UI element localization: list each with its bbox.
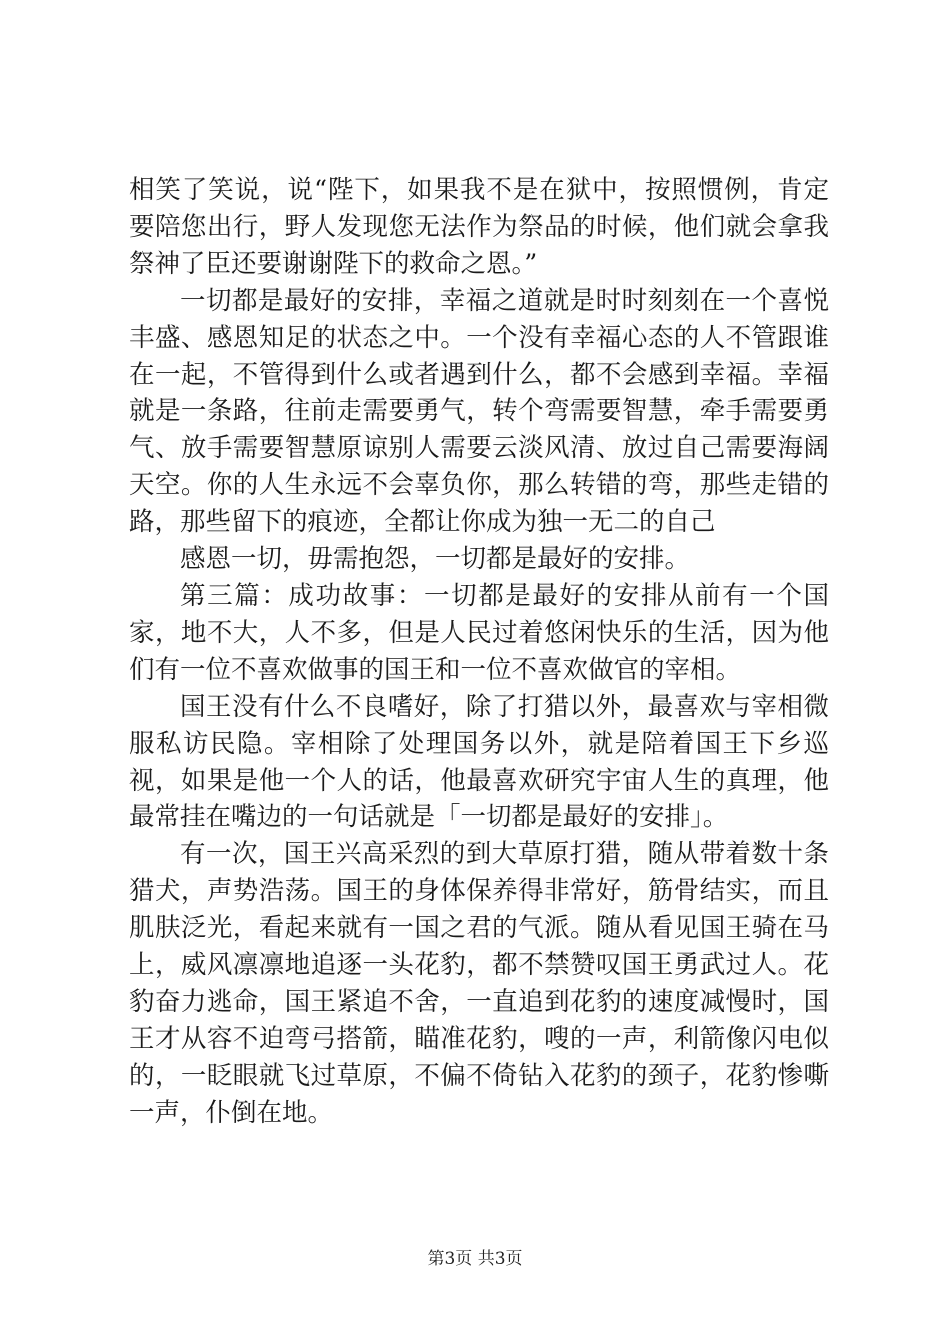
paragraph-4: 第三篇：成功故事：一切都是最好的安排从前有一个国家，地不大，人不多，但是人民过着悠闲快乐的生活，因为他们有一位不喜欢做事的国王和一位不喜欢做官的宰相。 xyxy=(129,580,829,685)
paragraph-1: 相笑了笑说，说“陛下，如果我不是在狱中，按照惯例，肯定要陪您出行，野人发现您无法作为祭品的时候，他们就会拿我祭神了臣还要谢谢陛下的救命之恩。” xyxy=(129,175,829,279)
page-footer: 第3页 共3页 xyxy=(427,1249,523,1269)
paragraph-3: 感恩一切，毋需抱怨，一切都是最好的安排。 xyxy=(180,544,691,575)
document-body xyxy=(129,172,829,1132)
paragraph-6: 有一次，国王兴高采烈的到大草原打猎，随从带着数十条猎犬，声势浩荡。国王的身体保养得非常好，筋骨结实，而且肌肤泛光，看起来就有一国之君的气派。随从看见国王骑在马上，威风凛凛地追逐一头花豹，都不禁赞叹国王勇武过人。花豹奋力逃命，国王紧追不舍，一直追到花豹的速度减慢时，国王才从容不迫弯弓搭箭，瞄准花豹，嗖的一声，利箭像闪电似的，一眨眼就飞过草原，不偏不倚钻入花豹的颈子，花豹惨嘶一声，仆倒在地。 xyxy=(129,839,829,1128)
paragraph-5: 国王没有什么不良嗜好，除了打猎以外，最喜欢与宰相微服私访民隐。宰相除了处理国务以外，就是陪着国王下乡巡视，如果是他一个人的话，他最喜欢研究宇宙人生的真理，他最常挂在嘴边的一句话就是「一切都是最好的安排」。 xyxy=(129,691,829,833)
paragraph-2: 一切都是最好的安排，幸福之道就是时时刻刻在一个喜悦丰盛、感恩知足的状态之中。一个没有幸福心态的人不管跟谁在一起，不管得到什么或者遇到什么，都不会感到幸福。幸福就是一条路，往前走需要勇气，转个弯需要智慧，牵手需要勇气、放手需要智慧原谅别人需要云淡风清、放过自己需要海阔天空。你的人生永远不会辜负你，那么转错的弯，那些走错的路，那些留下的痕迹，全都让你成为独一无二的自己 xyxy=(129,285,829,538)
